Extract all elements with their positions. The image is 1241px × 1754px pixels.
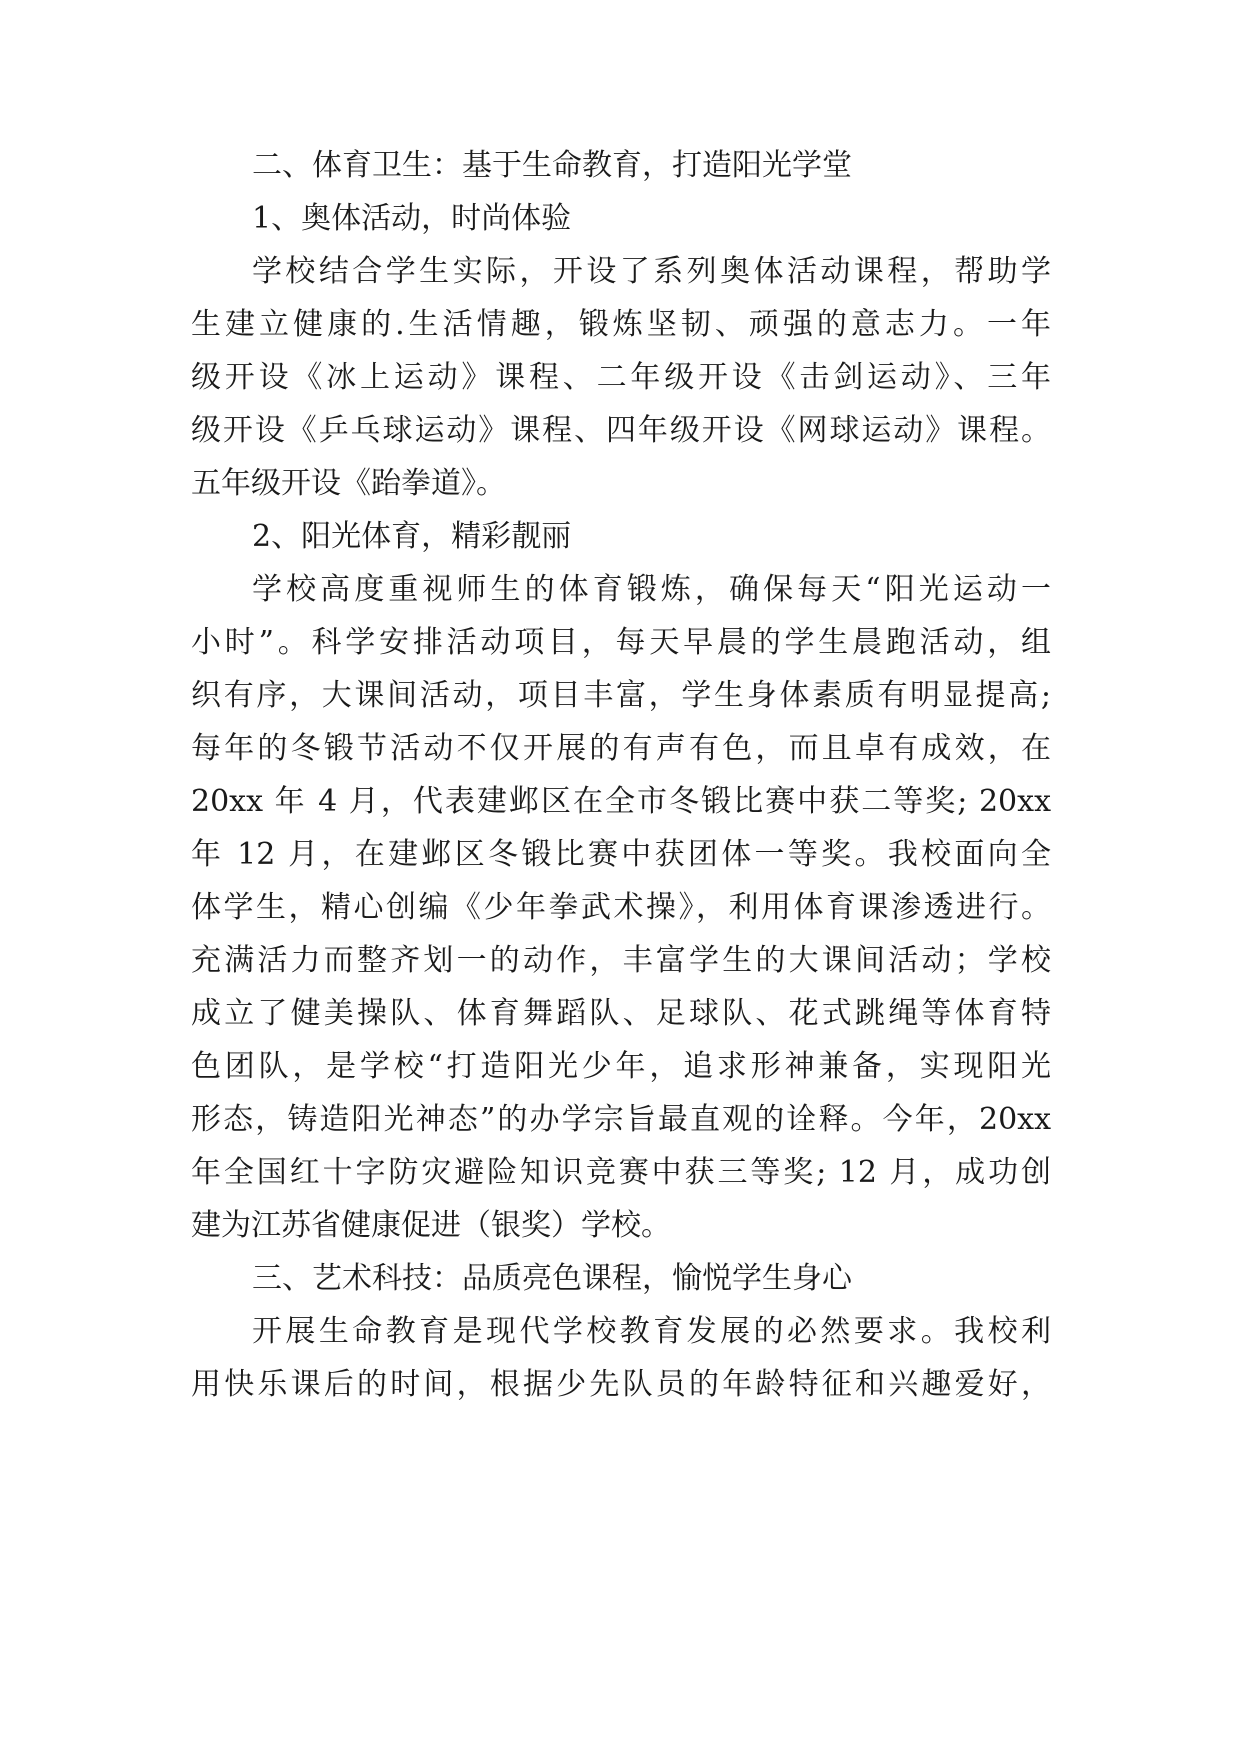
paragraph-line: 成立了健美操队、体育舞蹈队、足球队、花式跳绳等体育特 <box>191 996 1051 1031</box>
paragraph-line: 级开设《乒乓球运动》课程、四年级开设《网球运动》课程。 <box>191 413 1051 448</box>
paragraph-line: 生建立健康的.生活情趣，锻炼坚韧、顽强的意志力。一年 <box>191 307 1051 342</box>
paragraph-line: 每年的冬锻节活动不仅开展的有声有色，而且卓有成效，在 <box>191 731 1051 766</box>
paragraph-line: 色团队，是学校“打造阳光少年，追求形神兼备，实现阳光 <box>191 1049 1051 1084</box>
paragraph-line: 20xx 年 4 月，代表建邺区在全市冬锻比赛中获二等奖; 20xx <box>191 784 1051 819</box>
paragraph-line: 年全国红十字防灾避险知识竞赛中获三等奖; 12 月，成功创 <box>191 1155 1051 1190</box>
paragraph-line: 学校高度重视师生的体育锻炼，确保每天“阳光运动一 <box>252 572 1051 607</box>
paragraph-line: 织有序，大课间活动，项目丰富，学生身体素质有明显提高; <box>191 678 1051 713</box>
paragraph-line: 建为江苏省健康促进（银奖）学校。 <box>191 1208 671 1243</box>
paragraph-line: 开展生命教育是现代学校教育发展的必然要求。我校利 <box>252 1314 1051 1349</box>
paragraph-line: 学校结合学生实际，开设了系列奥体活动课程，帮助学 <box>252 254 1051 289</box>
subsection-heading: 2、阳光体育，精彩靓丽 <box>252 519 572 554</box>
paragraph-line: 形态，铸造阳光神态”的办学宗旨最直观的诠释。今年，20xx <box>191 1102 1051 1137</box>
section-heading: 二、体育卫生：基于生命教育，打造阳光学堂 <box>252 148 852 183</box>
paragraph-line: 用快乐课后的时间，根据少先队员的年龄特征和兴趣爱好， <box>191 1367 1051 1402</box>
section-heading: 三、艺术科技：品质亮色课程，愉悦学生身心 <box>252 1261 852 1296</box>
paragraph-line: 小时”。科学安排活动项目，每天早晨的学生晨跑活动，组 <box>191 625 1051 660</box>
paragraph-line: 体学生，精心创编《少年拳武术操》，利用体育课渗透进行。 <box>191 890 1051 925</box>
paragraph-line: 充满活力而整齐划一的动作，丰富学生的大课间活动；学校 <box>191 943 1051 978</box>
paragraph-line: 级开设《冰上运动》课程、二年级开设《击剑运动》、三年 <box>191 360 1051 395</box>
paragraph-line: 年 12 月，在建邺区冬锻比赛中获团体一等奖。我校面向全 <box>191 837 1051 872</box>
paragraph-line: 五年级开设《跆拳道》。 <box>191 466 506 501</box>
subsection-heading: 1、奥体活动，时尚体验 <box>252 201 572 236</box>
